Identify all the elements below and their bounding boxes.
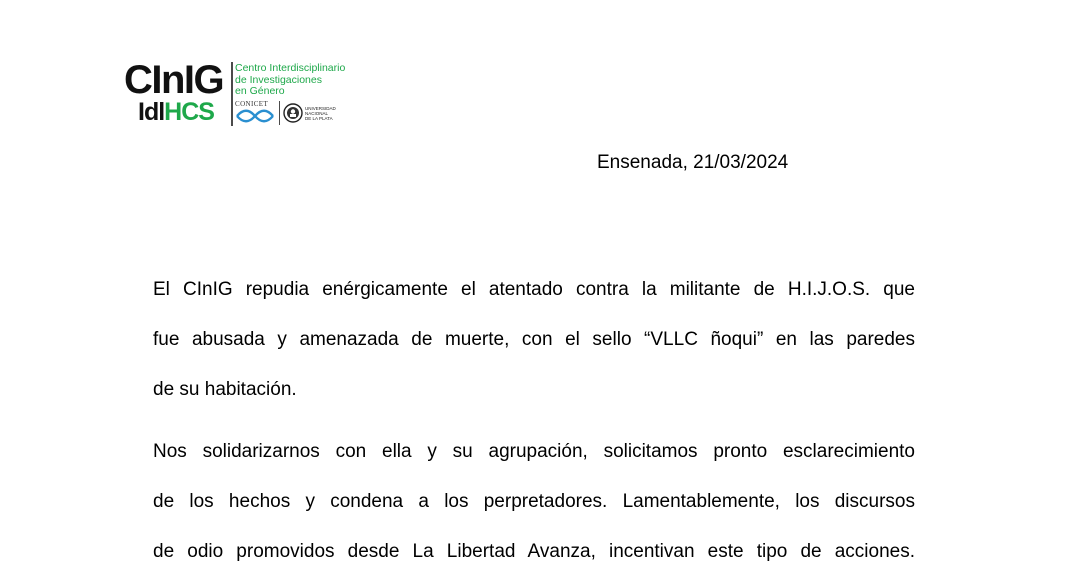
unlp-logo — [283, 102, 355, 126]
partner-logos — [235, 100, 355, 126]
unlp-name-line: NACIONAL — [305, 111, 329, 116]
idihcs-logo-prefix: Idl — [138, 98, 165, 126]
center-name-line: en Género — [235, 85, 285, 97]
paragraph-solidarity — [153, 427, 915, 577]
conicet-label: CONICET — [235, 100, 269, 108]
unlp-seal-icon — [283, 103, 303, 123]
paragraph-line: Nos solidarizarnos con ella y su agrupación, solicitamos pronto esclarecimiento — [153, 441, 915, 462]
conicet-wave-icon — [235, 109, 275, 123]
partner-divider — [279, 101, 280, 125]
document-date: Ensenada, 21/03/2024 — [597, 152, 789, 173]
letterhead-logo — [124, 60, 364, 130]
conicet-logo — [235, 100, 277, 126]
paragraph-statement — [153, 265, 915, 415]
center-full-name — [235, 63, 345, 98]
paragraph-line: de los hechos y condena a los perpretadores. Lamentablemente, los discursos — [153, 491, 915, 512]
unlp-name-line: DE LA PLATA — [305, 116, 333, 121]
paragraph-line: fue abusada y amenazada de muerte, con el sello “VLLC ñoqui” en las paredes — [153, 329, 915, 350]
cinig-logo-text: CInIG — [124, 58, 224, 102]
logo-divider — [231, 62, 233, 126]
center-name-line: Centro Interdisciplinario — [235, 62, 346, 74]
idihcs-logo-text — [138, 99, 214, 125]
unlp-name-line: UNIVERSIDAD — [305, 106, 336, 111]
unlp-name — [305, 106, 336, 121]
paragraph-line: de su habitación. — [153, 379, 297, 400]
idihcs-logo-suffix: HCS — [164, 98, 214, 126]
center-name-line: de Investigaciones — [235, 73, 322, 86]
paragraph-line: de odio promovidos desde La Libertad Avanza, incentivan este tipo de acciones. — [153, 541, 915, 562]
paragraph-line: El CInIG repudia enérgicamente el atentado contra la militante de H.I.J.O.S. que — [153, 279, 915, 300]
